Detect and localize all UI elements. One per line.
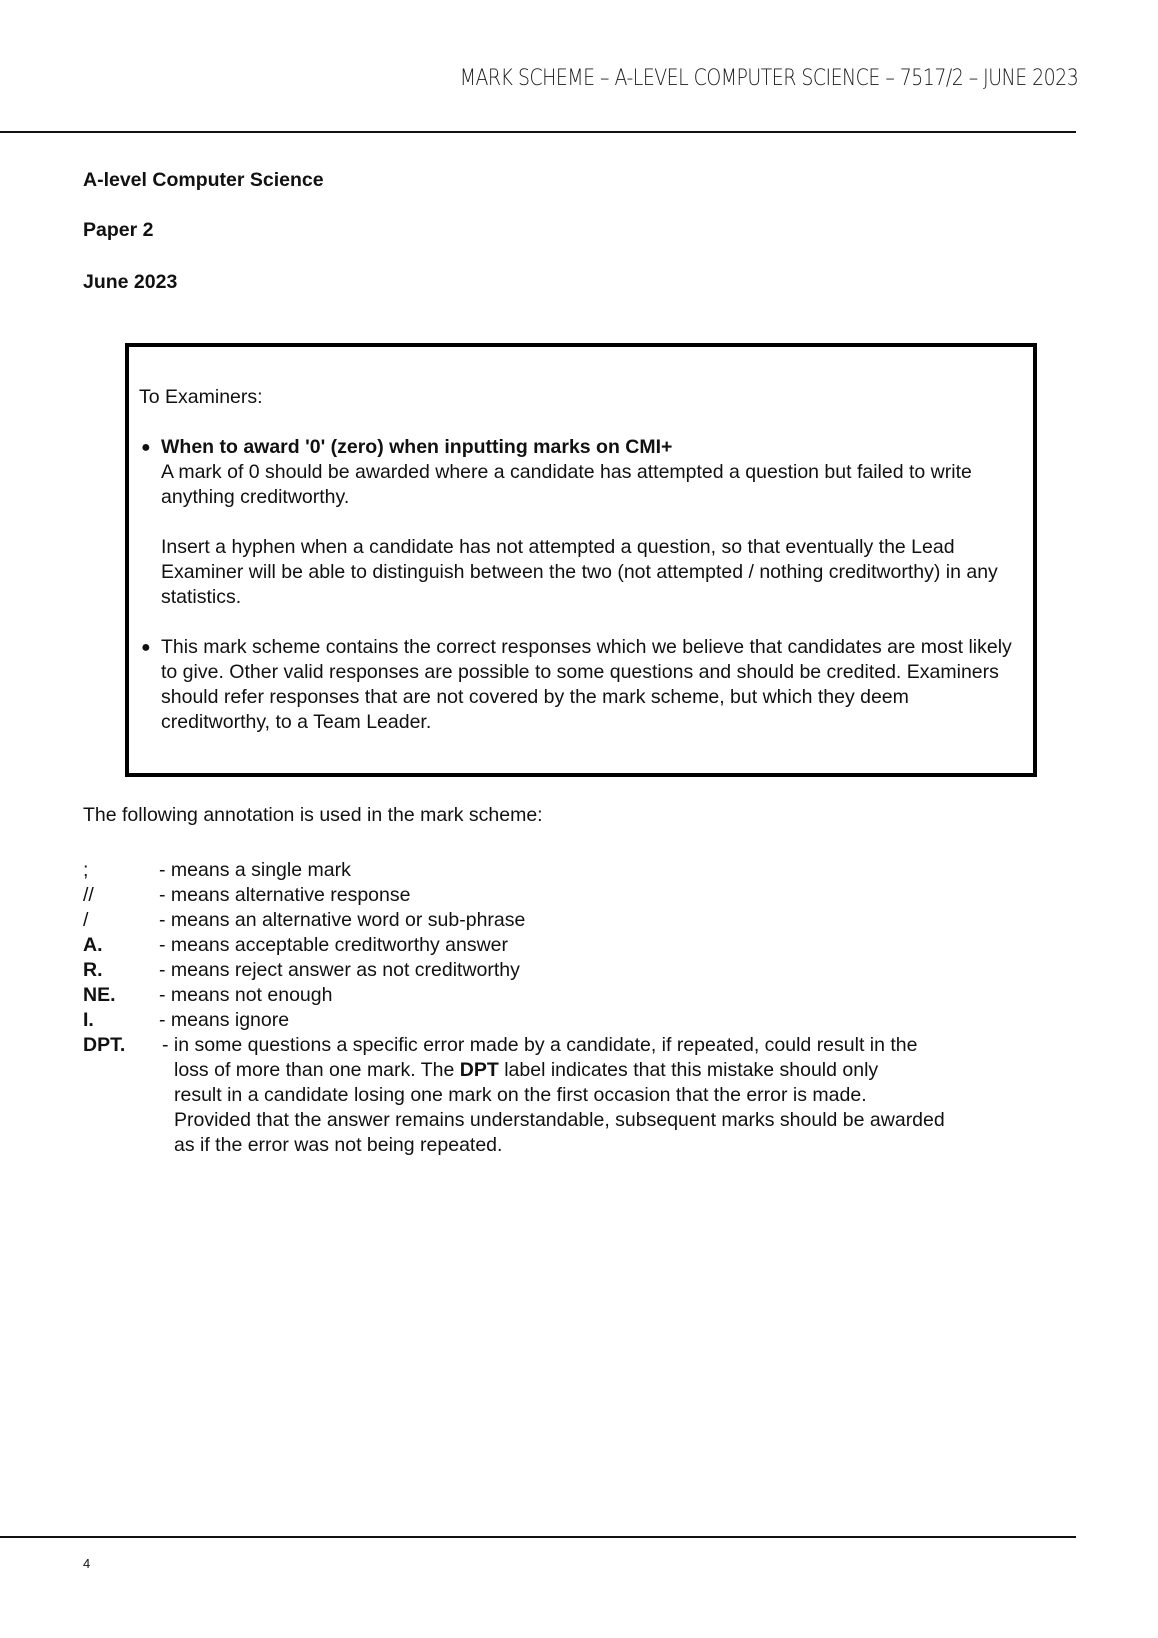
paper-title: Paper 2: [83, 219, 154, 241]
annotation-symbol: R.: [83, 959, 103, 981]
dpt-line: Provided that the answer remains understandable, subsequent marks should be awarded: [174, 1109, 945, 1131]
notice-paragraph: This mark scheme contains the correct responses which we believe that candidates are most likely to give. Other valid responses are possible to some questions and should be credited. Examiners should refer responses that are not covered by the mark scheme, but which they deem creditworthy, to a Team Leader.: [161, 636, 1012, 733]
subject-title: A-level Computer Science: [83, 169, 324, 191]
session-title: June 2023: [83, 271, 178, 293]
notice-intro: To Examiners:: [139, 386, 263, 408]
notice-paragraph: Insert a hyphen when a candidate has not attempted a question, so that eventually the Lead Examiner will be able to distinguish between the two (not attempted / nothing creditworthy) in any statistics.: [161, 536, 998, 608]
annotation-meaning: - means reject answer as not creditworthy: [159, 959, 520, 981]
annotation-symbol: //: [83, 884, 94, 906]
dpt-label: DPT: [459, 1059, 499, 1081]
annotation-meaning: - means alternative response: [159, 884, 411, 906]
dpt-line: as if the error was not being repeated.: [174, 1134, 503, 1156]
annotation-row: [83, 958, 1043, 983]
notice-list: [139, 435, 1019, 735]
notice-item: [139, 435, 1019, 610]
notice-item-heading: When to award '0' (zero) when inputting marks on CMI+: [161, 436, 673, 458]
annotation-row: [83, 858, 1043, 883]
dpt-text: loss of more than one mark. The: [174, 1059, 460, 1081]
annotation-meaning: - means an alternative word or sub-phrase: [159, 909, 526, 931]
annotation-symbol: ;: [83, 859, 89, 881]
dpt-text: label indicates that this mistake should only: [498, 1059, 879, 1081]
notice-paragraph: A mark of 0 should be awarded where a candidate has attempted a question but failed to write anything creditworthy.: [161, 461, 972, 508]
dpt-line: result in a candidate losing one mark on the first occasion that the error is made.: [174, 1084, 867, 1106]
annotation-symbol: /: [83, 909, 89, 931]
header-rule: [0, 131, 1076, 133]
annotation-row: [83, 1008, 1043, 1033]
bullet-icon: ●: [141, 439, 151, 456]
annotation-row-dpt: [83, 1033, 1043, 1158]
annotation-row: [83, 908, 1043, 933]
dpt-line: [162, 1058, 1043, 1083]
page-number: 4: [83, 1556, 91, 1571]
annotation-meaning: - means ignore: [159, 1009, 290, 1031]
dpt-line: - in some questions a specific error made by a candidate, if repeated, could result in the: [162, 1034, 918, 1056]
running-header: MARK SCHEME – A-LEVEL COMPUTER SCIENCE – 7517/2 – JUNE 2023: [459, 66, 1078, 91]
bullet-icon: ●: [141, 639, 151, 656]
notice-item: [139, 635, 1019, 735]
annotation-intro: The following annotation is used in the mark scheme:: [83, 804, 543, 826]
annotation-symbol: NE.: [83, 984, 116, 1006]
annotation-symbol: A.: [83, 934, 103, 956]
annotation-row: [83, 983, 1043, 1008]
annotation-meaning: - means a single mark: [159, 859, 351, 881]
examiner-notice-box: [125, 343, 1037, 777]
annotation-row: [83, 883, 1043, 908]
annotation-meaning: [162, 1033, 1043, 1158]
annotation-meaning: - means not enough: [159, 984, 333, 1006]
annotation-symbol: DPT.: [83, 1034, 126, 1056]
annotation-row: [83, 933, 1043, 958]
annotation-meaning: - means acceptable creditworthy answer: [159, 934, 508, 956]
annotation-symbol: I.: [83, 1009, 94, 1031]
footer-rule: [0, 1536, 1076, 1538]
annotation-list: [83, 858, 1043, 1158]
